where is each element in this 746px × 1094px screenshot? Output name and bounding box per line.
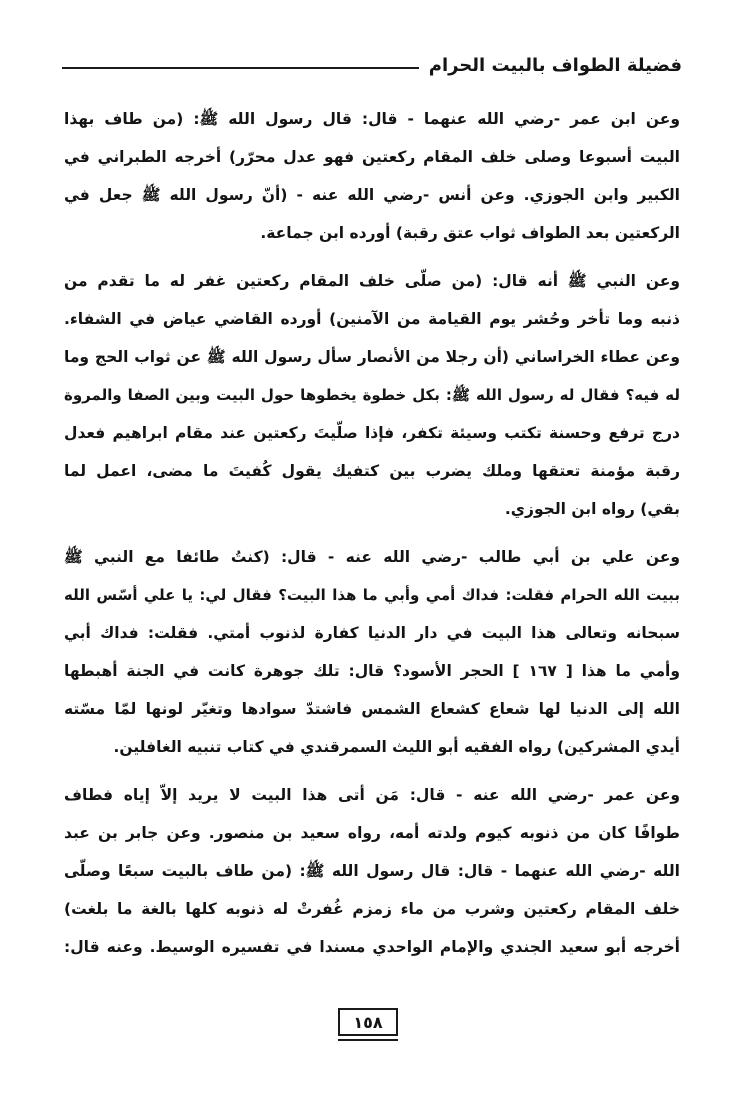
text-line: رقبة مؤمنة تعتقها وملك يضرب بين كتفيك يقول كُفيتَ ما مضى، اعمل لما [64,462,680,480]
paragraph [64,100,680,252]
text-line: البيت أسبوعا وصلى خلف المقام ركعتين فهو عدل محرّر) أخرجه الطبراني في [64,148,680,166]
text-line: أيدي المشركين) رواه الفقيه أبو الليث السمرقندي في كتاب تنبيه الغافلين. [113,738,680,756]
text-line: وعن علي بن أبي طالب -رضي الله عنه - قال: (كنتُ طائفا مع النبي ﷺ [64,548,680,566]
text-line: خلف المقام ركعتين وشرب من ماء زمزم غُفرتْ له ذنوبه كلها بالغة ما بلغت) [64,900,680,918]
paragraph [64,776,680,966]
paragraph [64,538,680,766]
page-number-text: ١٥٨ [353,1012,383,1032]
text-line: درج ترفع وحسنة تكتب وسيئة تكفر، فإذا صلّيتَ ركعتين عند مقام ابراهيم فعدل [64,424,680,442]
text-line: الله إلى الدنيا لها شعاع كشعاع الشمس فاشتدّ سوادها وتغيّر لونها لمّا مسّته [64,700,680,718]
text-line: وأمي ما هذا [ ١٦٧ ] الحجر الأسود؟ قال: تلك جوهرة كانت في الجنة أهبطها [64,662,680,680]
text-line: وعن عمر -رضي الله عنه - قال: مَن أتى هذا البيت لا يريد إلاّ إياه فطاف [64,786,680,804]
text-line: أخرجه أبو سعيد الجندي والإمام الواحدي مسندا في تفسيره الوسيط. وعنه قال: [64,938,680,956]
text-line: بقي) رواه ابن الجوزي. [504,500,680,518]
text-line: الله -رضي الله عنهما - قال: قال رسول الله ﷺ: (من طاف بالبيت سبعًا وصلّى [64,862,680,880]
text-line: الكبير وابن الجوزي. وعن أنس -رضي الله عنه - (أنّ رسول الله ﷺ جعل في [64,186,680,204]
paragraph [64,262,680,528]
text-line: وعن ابن عمر -رضي الله عنهما - قال: قال رسول الله ﷺ: (من طاف بهذا [64,110,680,128]
text-line: وعن عطاء الخراساني (أن رجلا من الأنصار سأل رسول الله ﷺ عن ثواب الحج وما [64,348,680,366]
header-rule [62,67,419,69]
page-number [338,1008,398,1036]
text-line: ذنبه وما تأخر وحُشر يوم القيامة من الآمنين) أورده القاضي عياض في الشفاء. [64,310,680,328]
text-line: له فيه؟ فقال له رسول الله ﷺ: بكل خطوة يخطوها حول البيت وبين الصفا والمروة [64,386,680,404]
text-line: الركعتين بعد الطواف ثواب عتق رقبة) أورده ابن جماعة. [260,224,680,242]
chapter-title: فضيلة الطواف بالبيت الحرام [428,54,682,76]
text-line: ببيت الله الحرام فقلت: فداك أمي وأبي ما هذا البيت؟ فقال لي: يا علي أسّس الله [64,586,680,604]
running-header [62,50,682,80]
text-line: طوافًا كان من ذنوبه كيوم ولدته أمه، رواه سعيد بن منصور. وعن جابر بن عبد [64,824,680,842]
body-text [64,100,680,976]
text-line: وعن النبي ﷺ أنه قال: (من صلّى خلف المقام ركعتين غفر له ما تقدم من [64,272,680,290]
text-line: سبحانه وتعالى هذا البيت في دار الدنيا كفارة لذنوب أمتي. فقلت: فداك أبي [64,624,680,642]
